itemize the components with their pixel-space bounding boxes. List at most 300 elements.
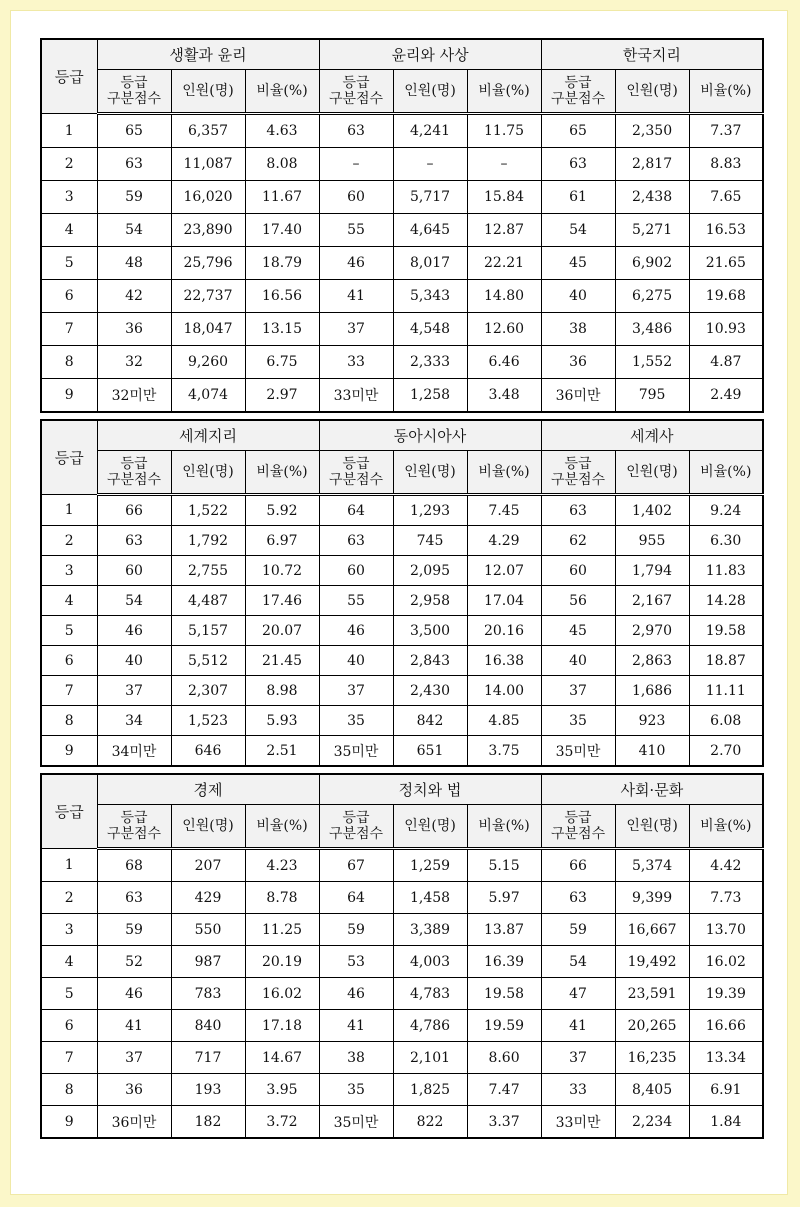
count-cell: 6,275 <box>615 280 689 313</box>
grade-cell: 5 <box>41 616 97 646</box>
cutoff-cell: 41 <box>97 1010 171 1042</box>
count-cell: 23,890 <box>171 214 245 247</box>
count-cell: 193 <box>171 1074 245 1106</box>
count-cell: 1,522 <box>171 495 245 526</box>
cutoff-cell: 37 <box>97 1042 171 1074</box>
cutoff-header-line1: 등급 <box>120 456 148 472</box>
cutoff-cell: 35미만 <box>319 1106 393 1139</box>
cutoff-cell: 54 <box>97 214 171 247</box>
count-cell: 4,241 <box>393 114 467 148</box>
cutoff-cell: 40 <box>541 280 615 313</box>
count-header: 인원(명) <box>393 451 467 495</box>
cutoff-cell: 63 <box>541 495 615 526</box>
ratio-cell: 14.80 <box>467 280 541 313</box>
cutoff-header-line2: 구분점수 <box>328 472 384 488</box>
cutoff-cell: 32 <box>97 346 171 379</box>
ratio-cell: 11.75 <box>467 114 541 148</box>
subject-header: 세계사 <box>541 420 763 451</box>
cutoff-cell: 41 <box>541 1010 615 1042</box>
count-cell: 3,486 <box>615 313 689 346</box>
grade-cell: 8 <box>41 1074 97 1106</box>
ratio-cell: 11.83 <box>689 556 763 586</box>
count-cell: 923 <box>615 706 689 736</box>
ratio-header: 비율(%) <box>689 70 763 114</box>
ratio-cell: 4.23 <box>245 849 319 882</box>
count-cell: 783 <box>171 978 245 1010</box>
count-cell: 5,271 <box>615 214 689 247</box>
cutoff-cell: 64 <box>319 495 393 526</box>
grade-cell: 9 <box>41 1106 97 1139</box>
table-row <box>41 495 763 526</box>
ratio-cell: 8.08 <box>245 148 319 181</box>
cutoff-cell: – <box>319 148 393 181</box>
grade-cell: 8 <box>41 346 97 379</box>
count-cell: 2,101 <box>393 1042 467 1074</box>
count-cell: 2,430 <box>393 676 467 706</box>
cutoff-cell: 46 <box>319 616 393 646</box>
document-page <box>10 10 788 1195</box>
cutoff-header-line1: 등급 <box>564 456 592 472</box>
cutoff-score-header <box>541 70 615 114</box>
ratio-cell: 17.18 <box>245 1010 319 1042</box>
ratio-cell: 12.60 <box>467 313 541 346</box>
grade-cell: 4 <box>41 214 97 247</box>
grade-cutoff-table <box>40 419 764 767</box>
ratio-cell: 2.70 <box>689 736 763 767</box>
ratio-header: 비율(%) <box>467 70 541 114</box>
cutoff-cell: 34 <box>97 706 171 736</box>
cutoff-cell: 35 <box>319 706 393 736</box>
count-cell: 20,265 <box>615 1010 689 1042</box>
count-cell: 2,863 <box>615 646 689 676</box>
grade-cell: 9 <box>41 379 97 413</box>
cutoff-cell: 35 <box>319 1074 393 1106</box>
grade-cell: 9 <box>41 736 97 767</box>
ratio-cell: 20.07 <box>245 616 319 646</box>
table-row <box>41 1074 763 1106</box>
table-row <box>41 1010 763 1042</box>
count-cell: 1,794 <box>615 556 689 586</box>
subject-header: 생활과 윤리 <box>97 39 319 70</box>
count-cell: 1,523 <box>171 706 245 736</box>
cutoff-cell: 60 <box>541 556 615 586</box>
count-cell: 2,817 <box>615 148 689 181</box>
ratio-cell: 13.15 <box>245 313 319 346</box>
count-cell: 16,235 <box>615 1042 689 1074</box>
count-cell: 9,260 <box>171 346 245 379</box>
cutoff-cell: 38 <box>541 313 615 346</box>
ratio-cell: 19.58 <box>467 978 541 1010</box>
cutoff-cell: 41 <box>319 280 393 313</box>
ratio-cell: 13.87 <box>467 914 541 946</box>
count-cell: 182 <box>171 1106 245 1139</box>
ratio-cell: 19.68 <box>689 280 763 313</box>
table-row <box>41 313 763 346</box>
cutoff-cell: 36 <box>541 346 615 379</box>
count-cell: 1,686 <box>615 676 689 706</box>
grade-cell: 5 <box>41 978 97 1010</box>
count-cell: 842 <box>393 706 467 736</box>
ratio-header: 비율(%) <box>689 451 763 495</box>
cutoff-cell: 33 <box>541 1074 615 1106</box>
ratio-cell: 18.87 <box>689 646 763 676</box>
table-row <box>41 978 763 1010</box>
ratio-cell: 6.91 <box>689 1074 763 1106</box>
count-cell: 2,970 <box>615 616 689 646</box>
count-cell: 4,645 <box>393 214 467 247</box>
cutoff-cell: 40 <box>97 646 171 676</box>
table-row <box>41 247 763 280</box>
cutoff-cell: 54 <box>541 946 615 978</box>
count-cell: 651 <box>393 736 467 767</box>
cutoff-header-line1: 등급 <box>564 75 592 91</box>
cutoff-cell: 41 <box>319 1010 393 1042</box>
count-cell: 2,438 <box>615 181 689 214</box>
cutoff-cell: 36 <box>97 313 171 346</box>
grade-cell: 1 <box>41 114 97 148</box>
cutoff-cell: 63 <box>319 114 393 148</box>
table-row <box>41 849 763 882</box>
ratio-cell: 16.53 <box>689 214 763 247</box>
count-cell: 5,374 <box>615 849 689 882</box>
cutoff-cell: 62 <box>541 526 615 556</box>
ratio-cell: 4.85 <box>467 706 541 736</box>
cutoff-cell: 35미만 <box>319 736 393 767</box>
cutoff-cell: 33미만 <box>319 379 393 413</box>
table-row <box>41 914 763 946</box>
ratio-cell: 16.38 <box>467 646 541 676</box>
count-cell: 3,500 <box>393 616 467 646</box>
table-row <box>41 280 763 313</box>
cutoff-cell: 46 <box>97 978 171 1010</box>
count-cell: 16,667 <box>615 914 689 946</box>
subject-header: 한국지리 <box>541 39 763 70</box>
cutoff-cell: 37 <box>97 676 171 706</box>
cutoff-cell: 63 <box>97 882 171 914</box>
count-cell: 1,293 <box>393 495 467 526</box>
ratio-cell: 21.65 <box>689 247 763 280</box>
subject-header: 동아시아사 <box>319 420 541 451</box>
ratio-cell: 8.83 <box>689 148 763 181</box>
count-cell: 2,843 <box>393 646 467 676</box>
grade-cell: 3 <box>41 181 97 214</box>
cutoff-cell: 37 <box>319 313 393 346</box>
ratio-cell: 6.97 <box>245 526 319 556</box>
cutoff-cell: 63 <box>97 148 171 181</box>
cutoff-cell: 63 <box>319 526 393 556</box>
count-cell: 822 <box>393 1106 467 1139</box>
grade-column-header: 등급 <box>41 39 97 114</box>
ratio-cell: 4.63 <box>245 114 319 148</box>
ratio-header: 비율(%) <box>245 451 319 495</box>
cutoff-header-line1: 등급 <box>120 75 148 91</box>
ratio-cell: 14.00 <box>467 676 541 706</box>
grade-cell: 1 <box>41 849 97 882</box>
ratio-cell: 7.47 <box>467 1074 541 1106</box>
cutoff-cell: 37 <box>541 1042 615 1074</box>
table-row <box>41 882 763 914</box>
count-cell: 25,796 <box>171 247 245 280</box>
table-row <box>41 556 763 586</box>
table-row <box>41 946 763 978</box>
ratio-cell: 5.97 <box>467 882 541 914</box>
grade-cell: 2 <box>41 526 97 556</box>
count-cell: 207 <box>171 849 245 882</box>
ratio-cell: 17.04 <box>467 586 541 616</box>
cutoff-header-line2: 구분점수 <box>551 91 606 107</box>
ratio-cell: 14.28 <box>689 586 763 616</box>
grade-cell: 1 <box>41 495 97 526</box>
cutoff-cell: 68 <box>97 849 171 882</box>
count-cell: 1,402 <box>615 495 689 526</box>
grade-cell: 6 <box>41 646 97 676</box>
cutoff-cell: 33 <box>319 346 393 379</box>
ratio-cell: 16.02 <box>689 946 763 978</box>
table-row <box>41 676 763 706</box>
grade-cutoff-table <box>40 773 764 1139</box>
count-cell: 955 <box>615 526 689 556</box>
count-header: 인원(명) <box>171 451 245 495</box>
ratio-cell: 3.37 <box>467 1106 541 1139</box>
cutoff-header-line2: 구분점수 <box>106 826 162 842</box>
table-row <box>41 736 763 767</box>
cutoff-cell: 42 <box>97 280 171 313</box>
table-row <box>41 526 763 556</box>
count-cell: 5,717 <box>393 181 467 214</box>
ratio-cell: 12.87 <box>467 214 541 247</box>
count-header: 인원(명) <box>393 70 467 114</box>
cutoff-cell: 66 <box>97 495 171 526</box>
ratio-cell: 3.75 <box>467 736 541 767</box>
cutoff-score-header <box>97 805 171 849</box>
cutoff-score-header <box>97 451 171 495</box>
ratio-cell: 4.87 <box>689 346 763 379</box>
ratio-cell: 19.59 <box>467 1010 541 1042</box>
cutoff-cell: 36미만 <box>97 1106 171 1139</box>
table-row <box>41 148 763 181</box>
table-row <box>41 1042 763 1074</box>
subject-header: 사회·문화 <box>541 774 763 805</box>
count-cell: 16,020 <box>171 181 245 214</box>
grade-cell: 5 <box>41 247 97 280</box>
ratio-cell: 20.16 <box>467 616 541 646</box>
table-row <box>41 586 763 616</box>
count-cell: 795 <box>615 379 689 413</box>
ratio-cell: 19.58 <box>689 616 763 646</box>
count-cell: 5,512 <box>171 646 245 676</box>
grade-cell: 8 <box>41 706 97 736</box>
ratio-cell: 5.92 <box>245 495 319 526</box>
count-cell: 3,389 <box>393 914 467 946</box>
count-cell: – <box>393 148 467 181</box>
ratio-cell: 5.93 <box>245 706 319 736</box>
ratio-cell: 3.48 <box>467 379 541 413</box>
ratio-cell: 21.45 <box>245 646 319 676</box>
ratio-cell: 16.02 <box>245 978 319 1010</box>
ratio-cell: 6.75 <box>245 346 319 379</box>
ratio-cell: 19.39 <box>689 978 763 1010</box>
ratio-cell: 8.98 <box>245 676 319 706</box>
count-cell: 2,755 <box>171 556 245 586</box>
count-header: 인원(명) <box>171 70 245 114</box>
ratio-cell: 7.45 <box>467 495 541 526</box>
count-cell: 1,825 <box>393 1074 467 1106</box>
count-cell: 1,259 <box>393 849 467 882</box>
ratio-cell: 10.93 <box>689 313 763 346</box>
ratio-cell: 12.07 <box>467 556 541 586</box>
cutoff-cell: 53 <box>319 946 393 978</box>
count-cell: 987 <box>171 946 245 978</box>
count-cell: 4,783 <box>393 978 467 1010</box>
ratio-header: 비율(%) <box>245 70 319 114</box>
ratio-cell: 13.70 <box>689 914 763 946</box>
ratio-cell: 6.30 <box>689 526 763 556</box>
ratio-cell: 7.65 <box>689 181 763 214</box>
cutoff-cell: 54 <box>541 214 615 247</box>
grade-column-header: 등급 <box>41 774 97 849</box>
ratio-cell: 22.21 <box>467 247 541 280</box>
ratio-cell: 6.46 <box>467 346 541 379</box>
ratio-cell: 2.51 <box>245 736 319 767</box>
cutoff-cell: 65 <box>97 114 171 148</box>
cutoff-cell: 36 <box>97 1074 171 1106</box>
ratio-cell: 13.34 <box>689 1042 763 1074</box>
count-cell: 1,258 <box>393 379 467 413</box>
ratio-cell: 8.60 <box>467 1042 541 1074</box>
cutoff-cell: 37 <box>319 676 393 706</box>
grade-tables <box>40 38 774 1139</box>
count-cell: 745 <box>393 526 467 556</box>
subject-header: 윤리와 사상 <box>319 39 541 70</box>
cutoff-cell: 63 <box>541 148 615 181</box>
cutoff-cell: 47 <box>541 978 615 1010</box>
ratio-cell: 11.11 <box>689 676 763 706</box>
ratio-cell: 7.73 <box>689 882 763 914</box>
grade-cell: 2 <box>41 882 97 914</box>
cutoff-cell: 35미만 <box>541 736 615 767</box>
ratio-cell: 16.66 <box>689 1010 763 1042</box>
cutoff-score-header <box>319 70 393 114</box>
cutoff-cell: 55 <box>319 586 393 616</box>
cutoff-cell: 54 <box>97 586 171 616</box>
count-cell: 2,350 <box>615 114 689 148</box>
ratio-cell: 16.56 <box>245 280 319 313</box>
subject-header: 경제 <box>97 774 319 805</box>
ratio-header: 비율(%) <box>467 451 541 495</box>
ratio-cell: 18.79 <box>245 247 319 280</box>
ratio-cell: 9.24 <box>689 495 763 526</box>
cutoff-header-line2: 구분점수 <box>106 472 162 488</box>
cutoff-cell: 46 <box>319 978 393 1010</box>
cutoff-header-line2: 구분점수 <box>551 826 606 842</box>
grade-column-header: 등급 <box>41 420 97 495</box>
count-cell: 9,399 <box>615 882 689 914</box>
cutoff-cell: 37 <box>541 676 615 706</box>
cutoff-cell: 63 <box>541 882 615 914</box>
cutoff-cell: 59 <box>97 914 171 946</box>
cutoff-cell: 66 <box>541 849 615 882</box>
cutoff-header-line2: 구분점수 <box>550 472 606 488</box>
table-row <box>41 114 763 148</box>
cutoff-header-line1: 등급 <box>120 810 148 826</box>
cutoff-cell: 35 <box>541 706 615 736</box>
grade-cutoff-table <box>40 38 764 413</box>
cutoff-cell: 32미만 <box>97 379 171 413</box>
count-cell: 4,003 <box>393 946 467 978</box>
count-cell: 4,786 <box>393 1010 467 1042</box>
cutoff-cell: 40 <box>319 646 393 676</box>
ratio-cell: 2.49 <box>689 379 763 413</box>
grade-cell: 4 <box>41 946 97 978</box>
table-row <box>41 181 763 214</box>
ratio-cell: 3.95 <box>245 1074 319 1106</box>
table-row <box>41 646 763 676</box>
table-row <box>41 706 763 736</box>
grade-cell: 6 <box>41 1010 97 1042</box>
count-cell: 840 <box>171 1010 245 1042</box>
cutoff-score-header <box>541 805 615 849</box>
cutoff-cell: 60 <box>97 556 171 586</box>
count-cell: 2,234 <box>615 1106 689 1139</box>
count-cell: 5,157 <box>171 616 245 646</box>
cutoff-cell: 45 <box>541 247 615 280</box>
grade-cell: 7 <box>41 1042 97 1074</box>
ratio-cell: 7.37 <box>689 114 763 148</box>
table-row <box>41 1106 763 1139</box>
cutoff-header-line1: 등급 <box>342 75 370 91</box>
ratio-cell: 16.39 <box>467 946 541 978</box>
cutoff-header-line2: 구분점수 <box>328 91 384 107</box>
cutoff-score-header <box>541 451 615 495</box>
cutoff-cell: 63 <box>97 526 171 556</box>
cutoff-cell: 59 <box>319 914 393 946</box>
table-row <box>41 379 763 413</box>
cutoff-cell: 55 <box>319 214 393 247</box>
cutoff-cell: 34미만 <box>97 736 171 767</box>
cutoff-cell: 45 <box>541 616 615 646</box>
cutoff-cell: 52 <box>97 946 171 978</box>
cutoff-cell: 46 <box>319 247 393 280</box>
cutoff-header-line1: 등급 <box>564 810 592 826</box>
count-cell: 8,405 <box>615 1074 689 1106</box>
cutoff-cell: 36미만 <box>541 379 615 413</box>
count-cell: 8,017 <box>393 247 467 280</box>
cutoff-score-header <box>319 451 393 495</box>
subject-header: 세계지리 <box>97 420 319 451</box>
grade-cell: 4 <box>41 586 97 616</box>
count-cell: 19,492 <box>615 946 689 978</box>
count-cell: 4,074 <box>171 379 245 413</box>
count-cell: 550 <box>171 914 245 946</box>
ratio-cell: 14.67 <box>245 1042 319 1074</box>
ratio-cell: 8.78 <box>245 882 319 914</box>
ratio-cell: 15.84 <box>467 181 541 214</box>
table-row <box>41 346 763 379</box>
count-cell: 23,591 <box>615 978 689 1010</box>
ratio-header: 비율(%) <box>467 805 541 849</box>
count-cell: 5,343 <box>393 280 467 313</box>
ratio-cell: 20.19 <box>245 946 319 978</box>
table-row <box>41 616 763 646</box>
ratio-cell: 17.40 <box>245 214 319 247</box>
cutoff-cell: 48 <box>97 247 171 280</box>
count-cell: 717 <box>171 1042 245 1074</box>
count-header: 인원(명) <box>615 451 689 495</box>
cutoff-cell: 60 <box>319 556 393 586</box>
cutoff-cell: 38 <box>319 1042 393 1074</box>
count-cell: 410 <box>615 736 689 767</box>
ratio-cell: 2.97 <box>245 379 319 413</box>
